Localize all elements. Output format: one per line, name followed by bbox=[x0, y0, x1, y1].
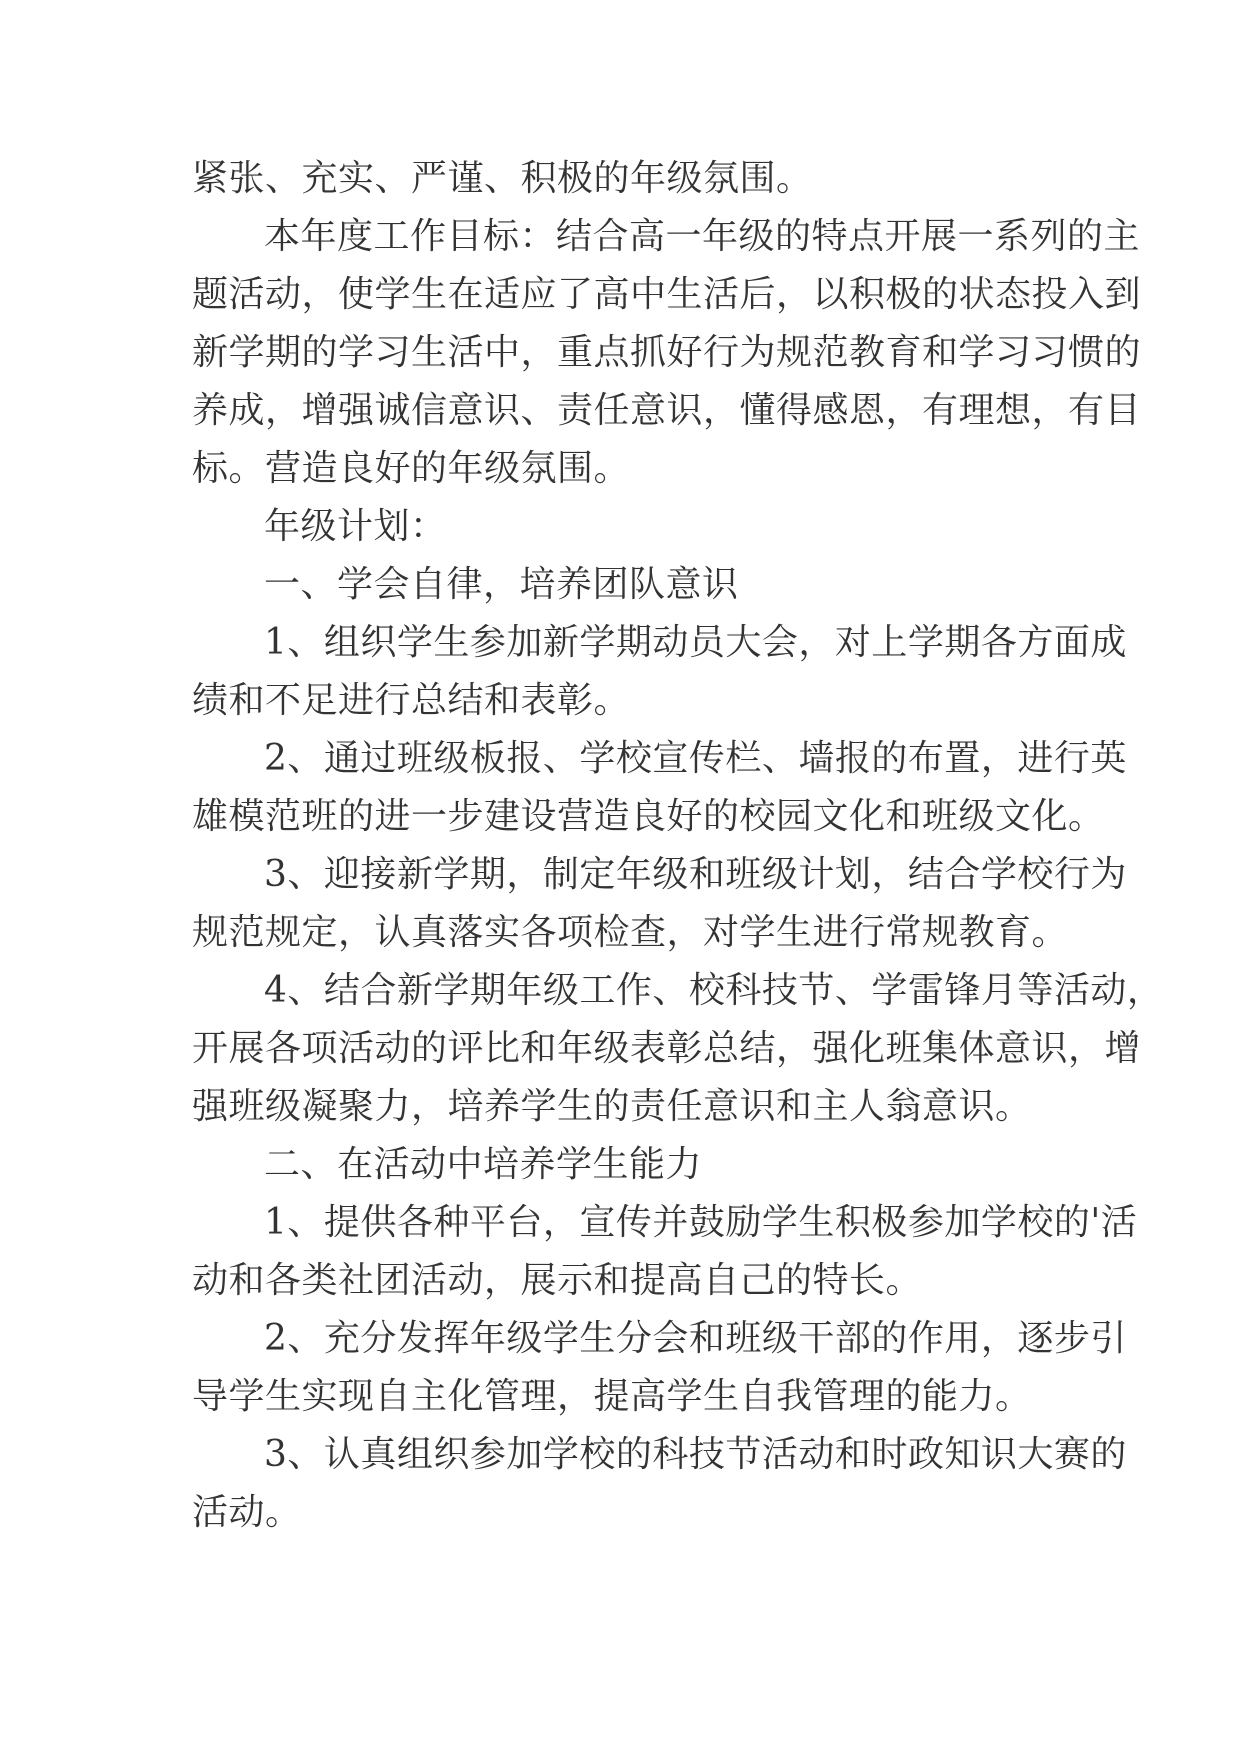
document-body bbox=[192, 150, 1164, 1542]
text-line: 2、充分发挥年级学生分会和班级干部的作用，逐步引 bbox=[264, 1318, 1127, 1359]
text-line: 标。营造良好的年级氛围。 bbox=[192, 448, 631, 489]
text-line: 1、组织学生参加新学期动员大会，对上学期各方面成 bbox=[264, 622, 1127, 663]
text-line: 规范规定，认真落实各项检查，对学生进行常规教育。 bbox=[192, 912, 1069, 953]
section-label: 年级计划： bbox=[264, 506, 447, 547]
text-line: 2、通过班级板报、学校宣传栏、墙报的布置，进行英 bbox=[264, 738, 1127, 779]
text-line: 强班级凝聚力，培养学生的责任意识和主人翁意识。 bbox=[192, 1086, 1032, 1127]
text-line: 3、迎接新学期，制定年级和班级计划，结合学校行为 bbox=[264, 854, 1127, 895]
text-line: 开展各项活动的评比和年级表彰总结，强化班集体意识，增 bbox=[192, 1028, 1142, 1069]
text-line: 活动。 bbox=[192, 1492, 302, 1533]
section-heading: 一、学会自律，培养团队意识 bbox=[264, 564, 739, 605]
text-line: 绩和不足进行总结和表彰。 bbox=[192, 680, 631, 721]
text-line: 紧张、充实、严谨、积极的年级氛围。 bbox=[192, 158, 813, 199]
text-line: 新学期的学习生活中，重点抓好行为规范教育和学习习惯的 bbox=[192, 332, 1142, 373]
text-line: 雄模范班的进一步建设营造良好的校园文化和班级文化。 bbox=[192, 796, 1105, 837]
text-line: 养成，增强诚信意识、责任意识，懂得感恩，有理想，有目 bbox=[192, 390, 1142, 431]
text-line: 导学生实现自主化管理，提高学生自我管理的能力。 bbox=[192, 1376, 1032, 1417]
text-line: 动和各类社团活动，展示和提高自己的特长。 bbox=[192, 1260, 923, 1301]
text-line: 本年度工作目标：结合高一年级的特点开展一系列的主 bbox=[264, 216, 1141, 257]
section-heading: 二、在活动中培养学生能力 bbox=[264, 1144, 703, 1185]
text-line: 1、提供各种平台，宣传并鼓励学生积极参加学校的'活 bbox=[264, 1202, 1138, 1243]
text-line: 3、认真组织参加学校的科技节活动和时政知识大赛的 bbox=[264, 1434, 1127, 1475]
text-line: 题活动，使学生在适应了高中生活后，以积极的状态投入到 bbox=[192, 274, 1142, 315]
text-line: 4、结合新学期年级工作、校科技节、学雷锋月等活动， bbox=[264, 970, 1164, 1011]
